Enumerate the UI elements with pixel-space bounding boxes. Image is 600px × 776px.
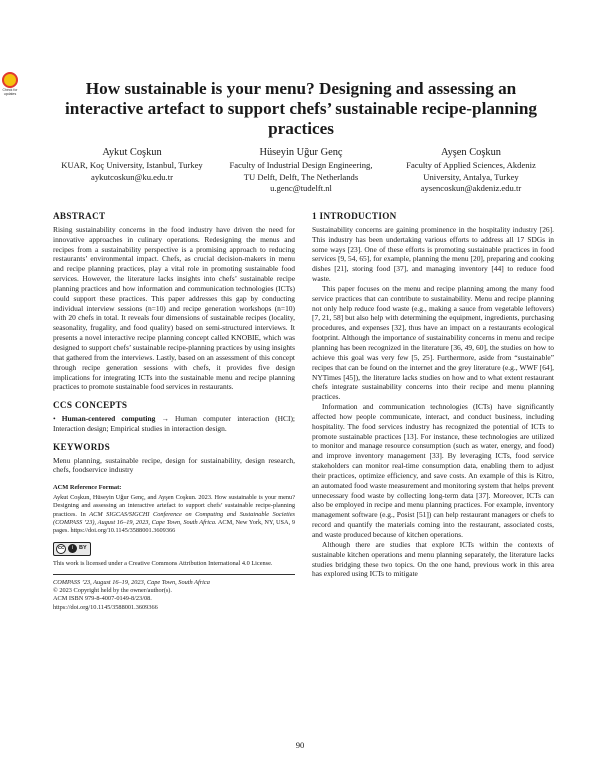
reference-format-text [53,494,295,535]
reference-format-heading: ACM Reference Format: [53,484,122,492]
intro-paragraph: Although there are studies that explore ICTs within the contexts of sustainable kitchen operations and menu planning separately, the literature lacks studies bridging these two topics. On the one hand, previous work in this area has explored using ICTs to mitigate [312,539,554,579]
intro-paragraph: Sustainability concerns are gaining prominence in the hospitality industry [26]. This industry has been undertaking various efforts to address all 17 SDGs in some ways [23]. One of these efforts is promoting sustainable practices in food services [9, 54, 65], for example, planning the menu [20], preparing and cooking dishes [21], storing food [37], and managing inventory [44] to reduce food waste. [312,224,554,284]
reference-text-a: Aykut Coşkun, Hüseyin Uğur Genç, and Ayşen Coşkun. 2023. How sustainable is your menu? Designing and assessing an interactive artefact to support chefs’ sustainable recipe-planning practices. In [53,494,295,518]
intro-paragraph: This paper focuses on the menu and recipe planning among the many food service practices that can contribute to sustainability. Menu and recipe planning not only help reduce food waste (e.g., making a sauce from vegetable leftovers) [7, 21, 58] but also help with determining the equipment, ingredients, purchasing procedures, and expenses [32], thus have an impact on a restaurants ecological footprint. Although the importance of sustainability concerns in menu and recipe planning has been recognized in the literature [36, 49, 60], the studies on how to achieve this goal was very few [5, 25]. Furthermore, aside from “sustainable” recipes that can be found on the internet and the grey literature (e.g., WWF [64], NYTimes [45]), the literature lacks studies on how and to what extent restaurant chefs integrate sustainability concerns into their recipe and menu planning practices. [312,283,554,402]
footer-copyright: © 2023 Copyright held by the owner/author(s). [53,587,172,595]
ccs-arrow: → [161,414,169,424]
ccs-bullet: • [53,414,56,424]
cc-logo-icon: cc [56,544,66,554]
introduction-heading: 1 INTRODUCTION [312,211,397,221]
ccs-heading: CCS CONCEPTS [53,400,128,411]
ccs-concept-details: Human computer interaction (HCI); Interaction design; Empirical studies in interaction design. [53,414,295,433]
author-affiliation: Faculty of Applied Sciences, Akdeniz University, Antalya, Turkey [406,160,536,182]
license-block [53,542,295,556]
paper-title: How sustainable is your menu? Designing and assessing an interactive artefact to support chefs’ sustainable recipe-planning practices [65,79,537,138]
author-name: Hüseyin Uğur Genç [259,147,343,158]
left-column [53,212,295,612]
author-email[interactable]: aysencoskun@akdeniz.edu.tr [420,183,522,194]
reference-venue: ACM SIGCAS/SIGCHI Conference on Computing and Sustainable Societies (COMPASS ’23), August 16–19, 2023, Cape Town, South Africa. [53,510,295,526]
cc-by-label: BY [79,544,87,551]
abstract-text: Rising sustainability concerns in the food industry have driven the need for innovative approaches in culinary operations. Redesigning the menus and recipes from a sustainability perspective is a promising approach to reducing restaurants’ environmental impact. Chefs, as crucial decision-makers in menu and recipe planning practices, play a vital role in promoting sustainable food services. However, the literature lacks insights into chefs’ sustainable recipe planning practices and how information and communication technologies (ICTs) could support these practices. This paper addresses this gap by conducting individual interview sessions (n=10) and recipe generation workshops (n=10) with 20 chefs in total. It reveals four dimensions of sustainable recipes (locality, seasonality, frugality, and food quality) based on semi-structured interviews. It presents a novel interactive recipe planning concept called KNOBIE, which was designed to support chefs’ sustainable recipe-planning practices by using insights that gathered from the interviews. Lastly, based on an assessment of this concept through recipe generation sessions with chefs, it provides five design implications for integrating ICTs into the sustainable menu and recipe planning practices to promote sustainable food services in restaurants. [53,224,295,392]
update-badge-label: Check for updates [2,88,18,96]
footer-doi[interactable]: https://doi.org/10.1145/3588001.3609366 [53,603,158,611]
keywords-heading: KEYWORDS [53,441,111,452]
keywords-text: Menu planning, sustainable recipe, design for sustainability, design research, chefs, foodservice industry [53,455,295,475]
author-name: Ayşen Coşkun [441,147,501,158]
author-1 [58,146,206,195]
page-number: 90 [295,740,305,750]
person-icon: i [68,544,77,553]
author-2 [226,146,376,195]
right-column [312,212,554,579]
author-affiliation: KUAR, Koç University, Istanbul, Turkey [61,160,203,170]
update-badge-icon [2,72,18,88]
license-text: This work is licensed under a Creative Commons Attribution International 4.0 License. [53,559,273,567]
footer-venue-text: COMPASS ’23, August 16–19, 2023, Cape Town, South Africa [53,578,210,586]
abstract-heading: ABSTRACT [53,211,106,221]
author-3 [396,146,546,195]
author-affiliation: Faculty of Industrial Design Engineering, TU Delft, Delft, The Netherlands [229,160,373,182]
ccs-concept: Human-centered computing [61,414,156,424]
author-name: Aykut Coşkun [102,147,162,158]
reference-text-b: ACM, New York, NY, USA, 9 pages. https://doi.org/10.1145/3588001.3609366 [53,518,295,535]
creative-commons-icon[interactable] [53,542,91,556]
ccs-text [53,414,295,434]
author-email[interactable]: aykutcoskun@ku.edu.tr [91,171,173,182]
footer-divider [53,574,295,575]
footer-isbn: ACM ISBN 979-8-4007-0149-8/23/08. [53,595,152,603]
author-block [58,146,546,195]
intro-paragraph: Information and communication technologies (ICTs) have significantly affected how people communicate, interact, and conduct business, including hospitality. The food services industry has recognized the potential of ICTs to promote sustainable practices [13]. For instance, these technologies are utilized to monitor and manage resource consumption (such as water, energy, and food) and improve inventory management [33]. By leveraging ICTs, food service stakeholders can monitor real-time consumption data, enabling them to adjust their practices, optimize efficiency, and save costs. An example of this is Kitro, an automated food waste measurement and monitoring system that helps prevent unnecessary food waste by collecting long-term data [37]. Moreover, ICTs can also be employed in recipe and menu planning practices. For example, inventory management software (e.g., Posist [51]) can help restaurant managers or chefs to record and quantify the materials coming into the restaurant, associated costs, and waste produced because of kitchen operations. [312,402,554,539]
check-for-updates-badge[interactable] [0,72,20,96]
footer-venue [53,579,295,587]
author-email[interactable]: u.genc@tudelft.nl [270,183,332,194]
